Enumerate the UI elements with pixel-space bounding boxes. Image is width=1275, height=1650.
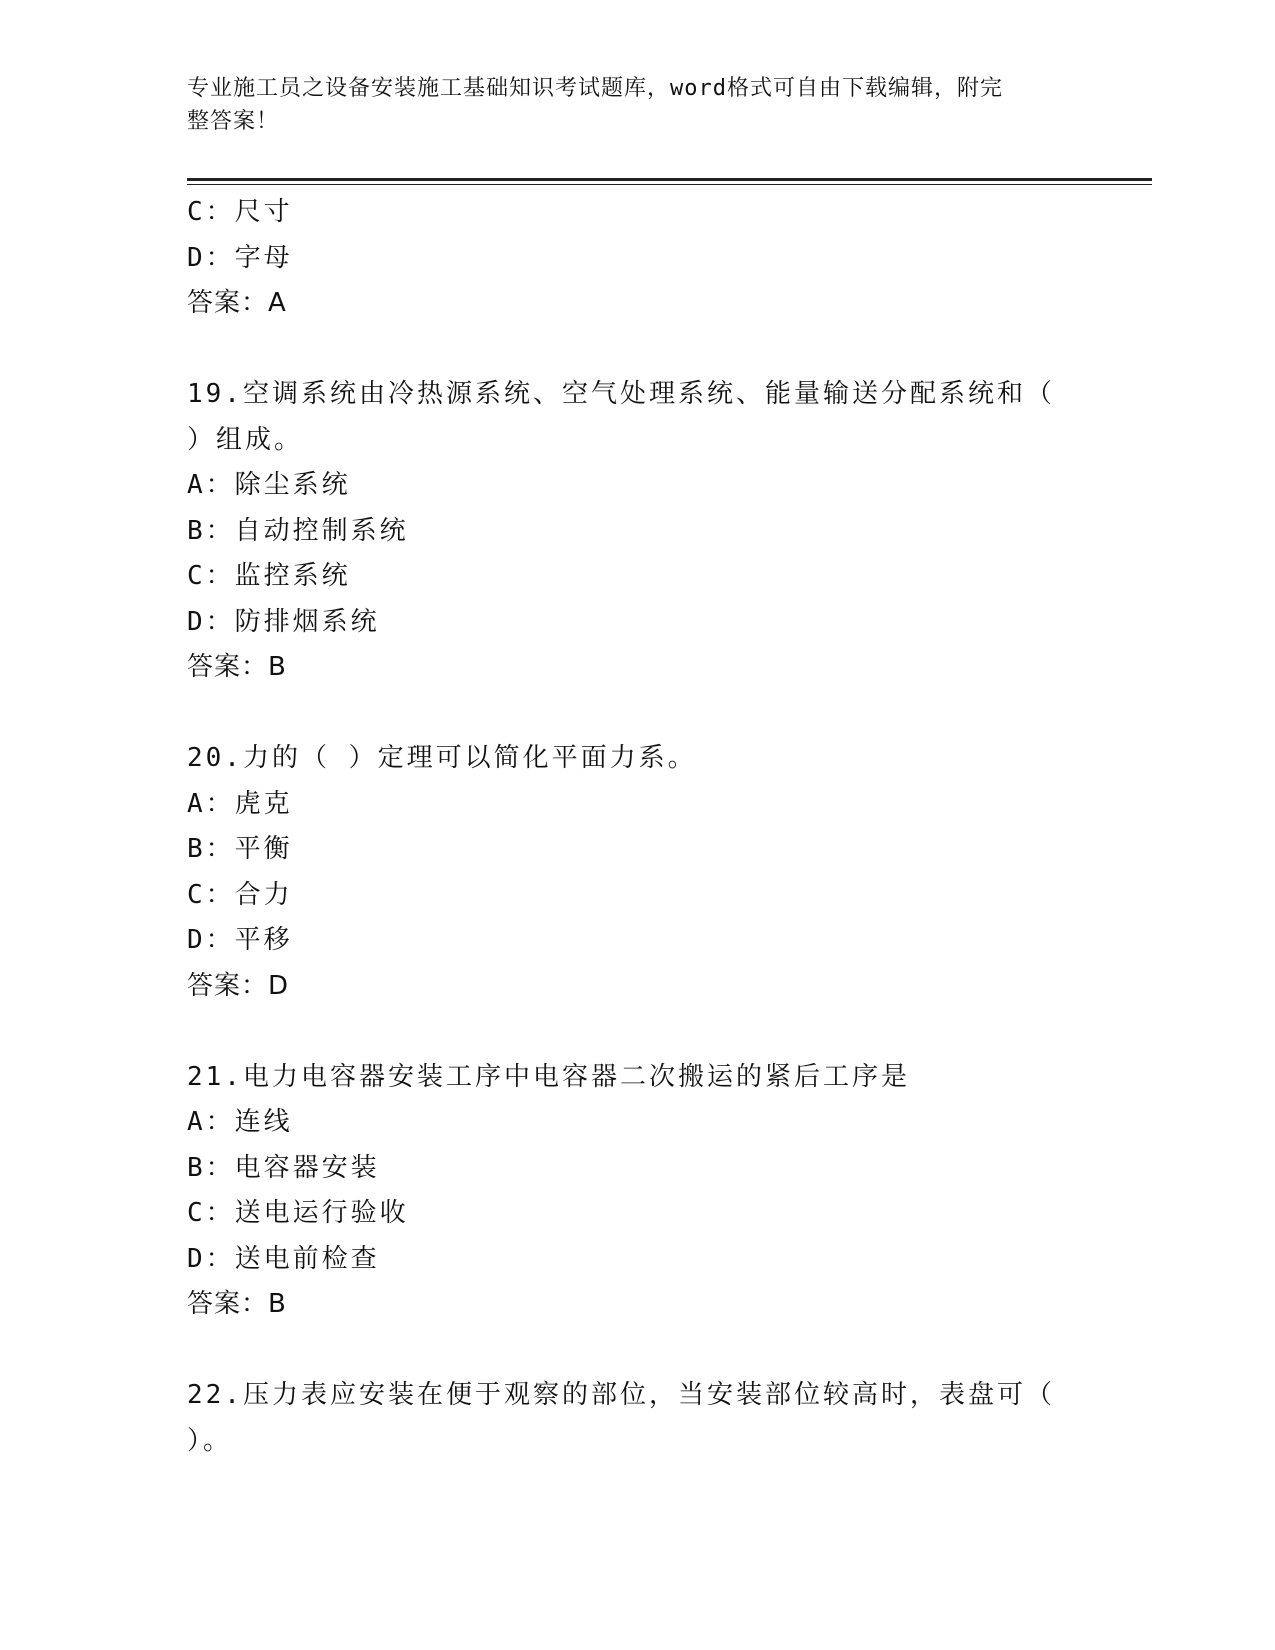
option-d: D：字母 [187,242,293,273]
answer: 答案：A [187,288,287,318]
option-c: C：送电运行验收 [187,1198,409,1228]
question-stem-line-2: ）组成。 [187,424,304,455]
header-line-1: 专业施工员之设备安装施工基础知识考试题库，word格式可自由下载编辑，附完 [187,76,1003,101]
header-divider-thick [187,178,1152,181]
answer: 答案：B [187,652,287,682]
option-c: C：尺寸 [187,197,293,227]
option-d: D：送电前检查 [187,1243,380,1274]
question-19 [187,372,1087,691]
spacer [187,327,1087,373]
option-c: C：监控系统 [187,561,351,591]
option-a: A：虎克 [187,788,293,819]
question-22 [187,1373,1087,1464]
option-a: A：除尘系统 [187,470,351,500]
option-a: A：连线 [187,1107,293,1137]
header-divider-thin [187,184,1152,185]
option-b: B：平衡 [187,834,293,864]
question-stem-line-1: 22.压力表应安装在便于观察的部位，当安装部位较高时，表盘可（ [187,1380,1055,1410]
document-header [187,72,1087,138]
option-d: D：平移 [187,925,293,955]
option-b: B：电容器安装 [187,1152,380,1183]
question-stem-line-1: 19.空调系统由冷热源系统、空气处理系统、能量输送分配系统和（ [187,379,1055,409]
answer: 答案：D [187,970,290,1001]
question-list [187,190,1087,1464]
question-20 [187,736,1087,1009]
question-stem: 21.电力电容器安装工序中电容器二次搬运的紧后工序是 [187,1061,910,1092]
answer: 答案：B [187,1289,287,1319]
spacer [187,691,1087,737]
question-stem-line-2: ）。 [187,1425,233,1456]
question-21 [187,1055,1087,1328]
option-c: C：合力 [187,879,293,910]
spacer [187,1328,1087,1374]
option-b: B：自动控制系统 [187,515,409,546]
option-d: D：防排烟系统 [187,606,380,637]
header-line-2: 整答案！ [187,109,280,134]
question-stem: 20.力的（ ）定理可以简化平面力系。 [187,743,697,773]
spacer [187,1009,1087,1055]
question-18-tail [187,190,1087,327]
